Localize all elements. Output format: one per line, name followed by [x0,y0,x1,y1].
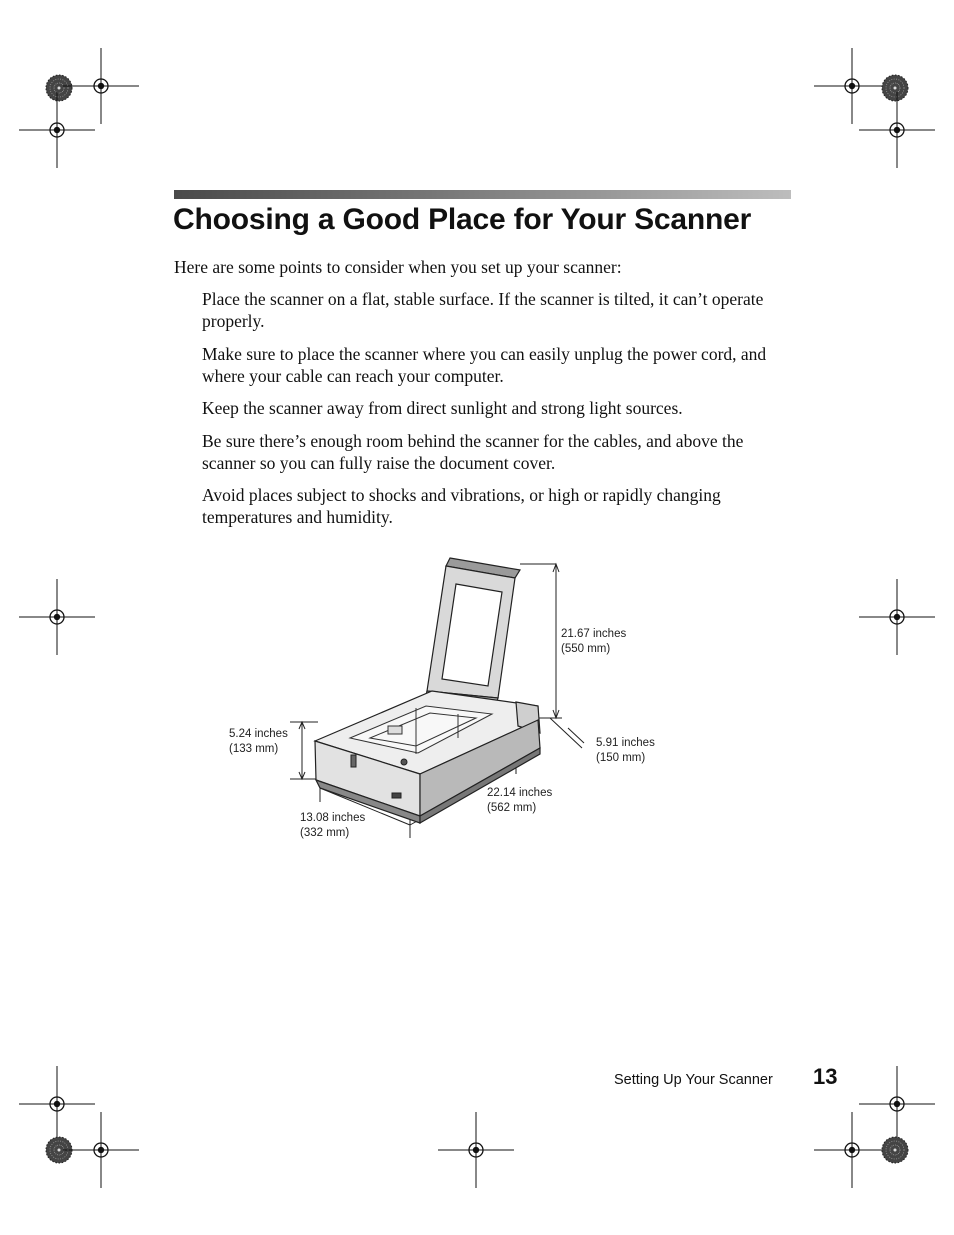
intro-paragraph: Here are some points to consider when you set up your scanner: [174,257,622,277]
dimension-mm: (150 mm) [596,752,646,764]
scanner-dimension-illustration [220,548,620,848]
depth-dimension-label [487,786,552,816]
registration-starburst-mark [46,75,72,101]
open-height-dimension-label [561,627,626,657]
dimension-mm: (562 mm) [487,802,537,814]
registration-crosshair-mark [814,48,890,124]
registration-starburst-mark [882,1137,908,1163]
registration-crosshair-mark [438,1112,514,1188]
registration-crosshair-mark [859,92,935,168]
registration-crosshair-mark [19,92,95,168]
dimension-mm: (332 mm) [300,827,350,839]
rear-clearance-dimension-label [596,736,655,766]
registration-crosshair-mark [63,1112,139,1188]
dimension-mm: (550 mm) [561,643,611,655]
registration-crosshair-mark [859,579,935,655]
list-item: Make sure to place the scanner where you can easily unplug the power cord, and where your cable can reach your computer. [202,343,767,386]
dimension-inches: 22.14 inches [487,787,553,799]
dimension-inches: 21.67 inches [561,628,627,640]
heading-rule-bar [174,190,791,199]
dimension-inches: 5.91 inches [596,737,655,749]
width-dimension-label [300,811,365,841]
list-item: Be sure there’s enough room behind the scanner for the cables, and above the scanner so you can fully raise the document cover. [202,430,744,473]
dimension-inches: 13.08 inches [300,812,366,824]
list-item: Keep the scanner away from direct sunlight and strong light sources. [202,398,683,418]
registration-crosshair-mark [19,579,95,655]
page-title: Choosing a Good Place for Your Scanner [173,203,752,236]
registration-crosshair-mark [63,48,139,124]
registration-starburst-mark [882,75,908,101]
height-dimension-label [229,727,288,757]
list-item: Avoid places subject to shocks and vibrations, or high or rapidly changing temperatures and humidity. [202,485,721,527]
dimension-inches: 5.24 inches [229,728,288,740]
registration-crosshair-mark [19,1066,95,1142]
list-item: Place the scanner on a flat, stable surface. If the scanner is tilted, it can’t operate properly. [202,289,764,331]
registration-crosshair-mark [814,1112,890,1188]
placement-points-list [202,288,792,539]
dimension-mm: (133 mm) [229,743,279,755]
registration-crosshair-mark [859,1066,935,1142]
page-number: 13 [813,1064,838,1089]
footer-section-title: Setting Up Your Scanner [614,1072,773,1088]
